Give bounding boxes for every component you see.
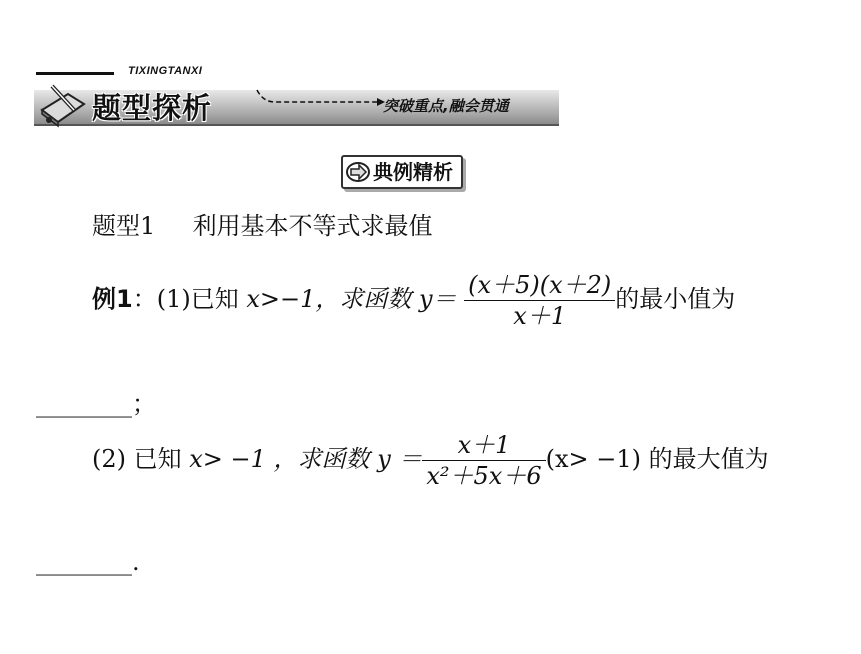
answer-blank-1: ________； [36, 390, 156, 418]
part2-denominator: x²＋5x＋6 [426, 462, 542, 490]
part2-condition: x> −1 ，求函数 [189, 445, 378, 473]
header-title: 题型探析 [92, 91, 213, 125]
part1-denominator: x＋1 [513, 302, 567, 330]
part1-fraction [464, 270, 615, 331]
example1-part1 [92, 270, 735, 331]
topic-label: 题型1 [92, 212, 156, 240]
example1-part2 [92, 430, 769, 491]
arrow-right-icon [346, 162, 370, 182]
header-pinyin: TIXINGTANXI [128, 65, 203, 77]
section-tag: 典例精析 [341, 155, 463, 189]
book-pen-icon [38, 80, 88, 128]
topic-line [92, 206, 433, 241]
arrow-dashed-line [255, 88, 385, 110]
topic-title: 利用基本不等式求最值 [192, 212, 433, 240]
part2-suffix: (x> −1) 的最大值为 [545, 445, 769, 473]
header-slogan: 突破重点,融会贯通 [383, 97, 509, 115]
part1-numerator: (x＋5)(x＋2) [464, 270, 615, 301]
part1-intro: ：(1)已知 [132, 285, 247, 313]
part2-intro: (2) 已知 [92, 445, 190, 473]
part2-fraction [422, 430, 545, 491]
header-rule [36, 72, 114, 75]
example-label: 例1 [92, 285, 133, 313]
part2-function-name: y ＝ [377, 445, 423, 473]
answer-blank-2: ________. [36, 548, 140, 576]
part1-condition: x>−1，求函数 [246, 285, 419, 313]
part2-numerator: x＋1 [422, 430, 545, 461]
part1-suffix: 的最小值为 [615, 285, 736, 313]
part1-function-name: y＝ [418, 285, 465, 313]
